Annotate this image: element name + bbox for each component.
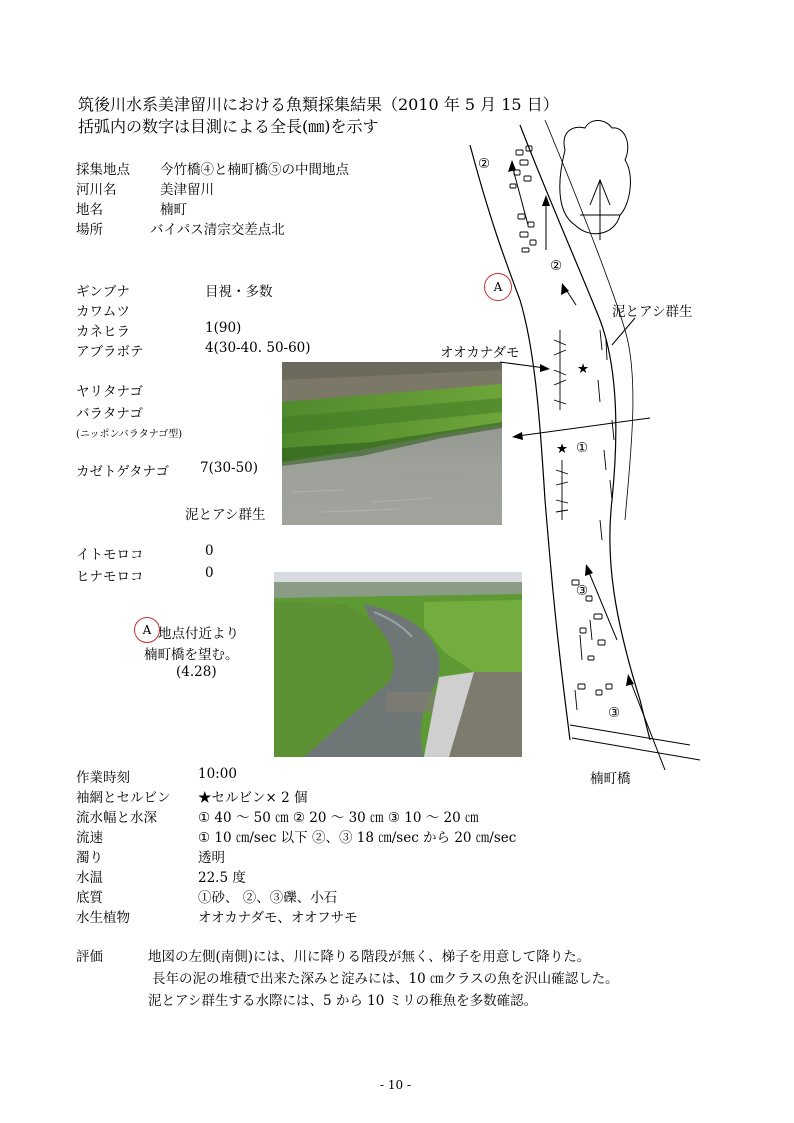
fish-name-5: バラタナゴ [76, 406, 143, 422]
river-map [420, 120, 720, 800]
site-value-0: 今竹橋④と楠町橋⑤の中間地点 [160, 162, 349, 178]
work-value-6: ①砂、 ②、③礫、小石 [198, 890, 338, 906]
evaluation-line3: 泥とアシ群生する水際には、5 から 10 ミリの稚魚を多数確認。 [148, 993, 538, 1009]
map-label-reed: 泥とアシ群生 [612, 304, 693, 320]
work-label-7: 水生植物 [76, 910, 130, 926]
fish-name-2: カネヒラ [76, 324, 130, 340]
photo2-caption-line3: (4.28) [176, 664, 217, 680]
fish-name-3: アブラボテ [76, 344, 144, 360]
work-label-6: 底質 [76, 890, 103, 906]
work-value-0: 10:00 [198, 766, 237, 782]
map-label-ookanadamo: オオカナダモ [440, 345, 520, 361]
work-value-7: オオカナダモ、オオフサモ [198, 910, 358, 926]
map-star-2: ★ [556, 441, 569, 457]
title-line2: 括弧内の数字は目測による全長(㎜)を示す [78, 117, 379, 136]
marker-a-circle [134, 617, 160, 643]
fish-value-0: 目視・多数 [205, 284, 273, 300]
map-circle-2b: ② [550, 258, 563, 274]
photo1-caption: 泥とアシ群生 [185, 507, 266, 523]
photo2-caption-line1: 地点付近より [158, 626, 239, 642]
fish-name-7: イトモロコ [76, 547, 144, 563]
site-label-1: 河川名 [76, 182, 117, 198]
photo2-caption-line2: 楠町橋を望む。 [144, 647, 239, 663]
map-circle-3b: ③ [608, 705, 621, 721]
work-label-3: 流速 [76, 830, 103, 846]
evaluation-line2: 長年の泥の堆積で出来た深みと淀みには、10 ㎝クラスの魚を沢山確認した。 [152, 971, 619, 987]
evaluation-label: 評価 [76, 949, 103, 965]
marker-a-label: A [142, 623, 152, 637]
fish-name-6: カゼトゲタナゴ [76, 464, 170, 480]
work-value-1: ★セルビン× 2 個 [198, 790, 308, 806]
map-marker-a-label: A [493, 280, 503, 294]
fish-name-1: カワムツ [76, 304, 130, 320]
fish-value-2: 1(90) [205, 320, 242, 336]
work-label-5: 水温 [76, 870, 103, 886]
work-label-0: 作業時刻 [76, 770, 130, 786]
map-circle-2a: ② [478, 156, 491, 172]
fish-value-8: 0 [205, 565, 214, 581]
evaluation-line1: 地図の左側(南側)には、川に降りる階段が無く、梯子を用意して降りた。 [148, 949, 591, 965]
site-value-1: 美津留川 [160, 182, 214, 198]
site-value-3: バイパス清宗交差点北 [150, 222, 285, 238]
site-label-3: 場所 [76, 222, 103, 238]
map-marker-a [484, 273, 512, 301]
map-label-bridge: 楠町橋 [590, 771, 631, 787]
bara-note: (ニッポンバラタナゴ型) [76, 429, 183, 440]
site-label-2: 地名 [76, 202, 103, 218]
work-value-4: 透明 [198, 850, 225, 866]
fish-name-8: ヒナモロコ [76, 569, 144, 585]
fish-name-0: ギンブナ [76, 284, 130, 300]
site-label-0: 採集地点 [76, 162, 130, 178]
map-circle-1: ① [576, 440, 589, 456]
work-value-3: ① 10 ㎝/sec 以下 ②、③ 18 ㎝/sec から 20 ㎝/sec [198, 830, 517, 846]
page-number: - 10 - [380, 1078, 412, 1092]
work-label-2: 流水幅と水深 [76, 810, 157, 826]
fish-value-7: 0 [205, 543, 214, 559]
work-value-2: ① 40 〜 50 ㎝ ② 20 〜 30 ㎝ ③ 10 〜 20 ㎝ [198, 810, 479, 826]
fish-value-6: 7(30-50) [200, 460, 259, 476]
fish-value-3: 4(30-40. 50-60) [205, 340, 311, 356]
fish-name-4: ヤリタナゴ [76, 384, 143, 400]
site-value-2: 楠町 [160, 202, 187, 218]
title-line1: 筑後川水系美津留川における魚類採集結果（2010 年 5 月 15 日） [78, 95, 559, 114]
work-value-5: 22.5 度 [198, 870, 246, 886]
map-star-1: ★ [577, 361, 590, 377]
work-label-1: 袖網とセルビン [76, 790, 171, 806]
work-label-4: 濁り [76, 850, 103, 866]
map-circle-3a: ③ [576, 583, 589, 599]
